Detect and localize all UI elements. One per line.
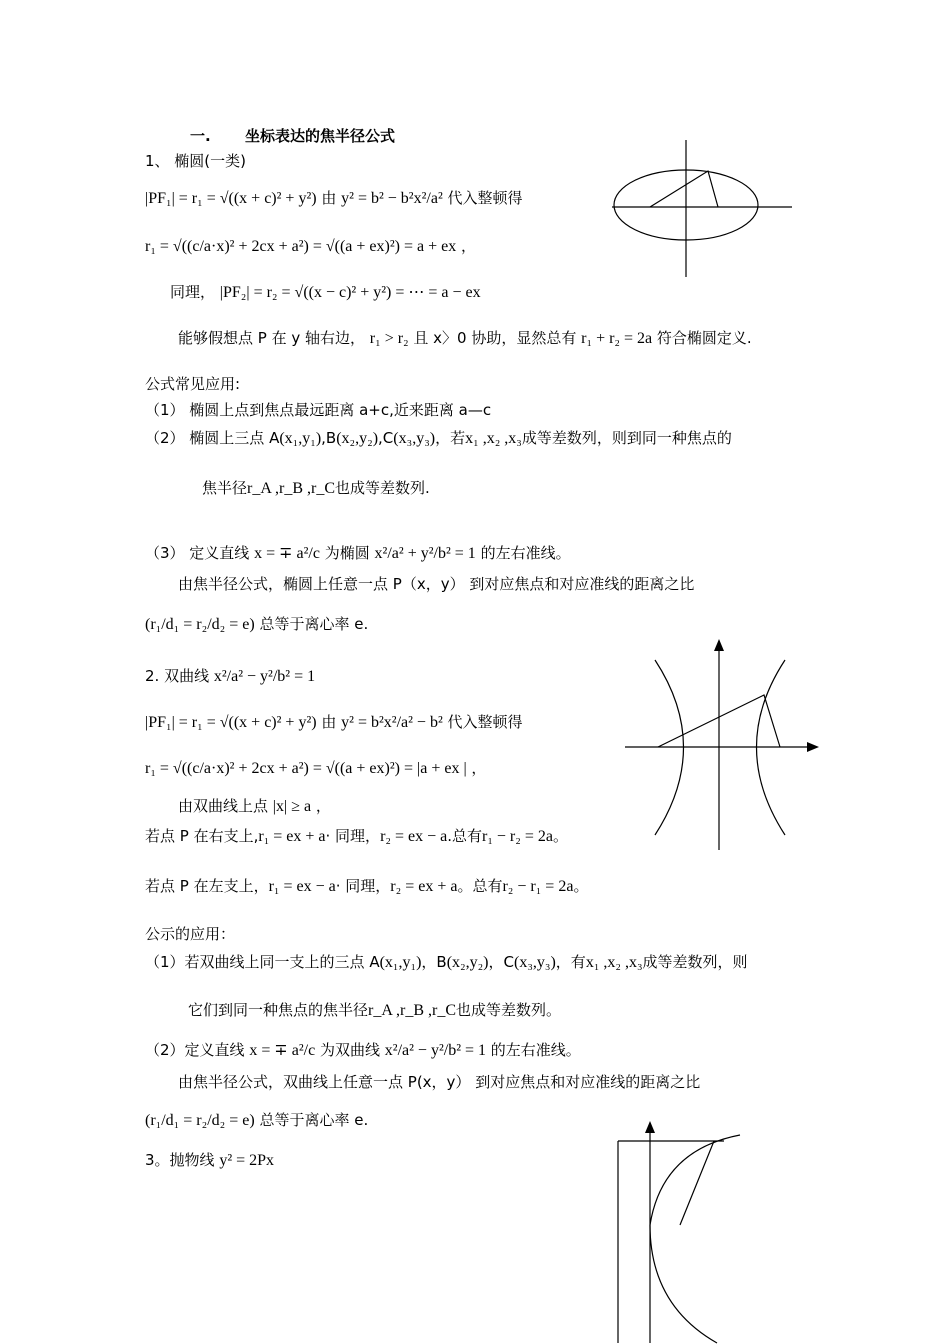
r1-formula: r₁ = ex + a [258,828,326,845]
r1-plus-r2: r₁ + r₂ = 2a [581,330,653,347]
text: 若点 P 在左支上， [145,877,269,895]
text: 总等于离心率 e. [259,1111,369,1129]
r-values: r_A ,r_B ,r_C [368,1002,457,1019]
point-a: (x₁,y₁) [279,430,322,447]
text: （2） 椭圆上三点 A [145,429,280,447]
hyperbola-app-1b [188,1000,561,1021]
text: 总等于离心率 e. [259,615,369,633]
r-difference: r₂ − r₁ = 2a [502,878,574,895]
ellipse-figure [600,135,800,280]
hyperbola-heading [145,666,315,687]
hyperbola-line-2 [145,758,486,779]
x-values: x₁ ,x₂ ,x₃ [465,430,522,447]
text: 为椭圆 [324,544,370,562]
x-values: x₁ ,x₂ ,x₃ [585,954,643,971]
ellipse-app-2b [202,478,430,499]
ellipse-ratio-text: 由焦半径公式，椭圆上任意一点 P（x，y） 到对应焦点和对应准线的距离之比 [178,575,695,593]
ellipse-heading: 1、 椭圆(一类) [145,152,247,170]
text: 由 [321,189,337,207]
section-number: 一. [190,127,211,145]
text: · 同理， [335,877,391,895]
point-a: (x₁,y₁) [379,954,422,971]
r2-formula: r₂ = ex − a [380,828,448,845]
ellipse-line-2 [145,236,476,257]
text: 2. 双曲线 [145,667,210,685]
point-c: (x₃,y₃) [393,430,436,447]
text: · 同理， [325,827,381,845]
y2-formula: y² = b² − b²x²/a² [341,190,443,207]
y2-formula: y² = b²x²/a² − b² [341,714,443,731]
text: （1）若双曲线上同一支上的三点 A [145,953,380,971]
text: 由双曲线上点 [178,797,269,815]
point-b: (x₂,y₂) [336,430,379,447]
hyperbola-left-branch [145,876,588,897]
text: 成等差数列，则 [642,953,748,971]
ellipse-app-1: （1） 椭圆上点到焦点最远距离 a+c,近来距离 a—c [145,401,492,419]
text: 也成等差数列. [335,479,430,497]
text: 能够假想点 P 在 y 轴右边， [178,329,365,347]
text: 也成等差数列。 [456,1001,562,1019]
pf1-formula: |PF₁| = r₁ = √((x + c)² + y²) [145,190,317,207]
text: 同理， [170,283,216,301]
r-values: r_A ,r_B ,r_C [247,480,336,497]
r1-gt-r2: r₁ > r₂ [369,330,409,347]
text: 符合椭圆定义. [656,329,752,347]
hyperbola-apps-heading: 公示的应用： [145,925,236,943]
text: 若点 P 在右支上, [145,827,259,845]
hyperbola-line-1 [145,712,523,733]
text: ， [315,797,331,815]
text: ，C [488,953,514,971]
ratio-formula: (r₁/d₁ = r₂/d₂ = e) [145,616,255,633]
r1-formula: r₁ = ex − a [268,878,336,895]
text: ， [461,237,477,255]
ratio-formula: (r₁/d₁ = r₂/d₂ = e) [145,1112,255,1129]
parabola-heading [145,1150,274,1171]
directrix-formula: x = ∓ a²/c [254,545,320,562]
text: 且 x〉0 协助，显然总有 [413,329,577,347]
text: ,C [378,429,394,447]
parabola-equation: y² = 2Px [219,1152,275,1169]
text: 3。抛物线 [145,1151,215,1169]
text: ， [471,759,487,777]
text: ，有 [555,953,586,971]
ellipse-line-1 [145,188,523,209]
ellipse-app-2 [145,428,732,449]
abs-x-ge-a: |x| ≥ a [272,798,312,815]
text: ，若 [435,429,466,447]
ellipse-apps-heading: 公式常见应用: [145,375,241,393]
ellipse-line-3 [170,282,481,303]
r-difference: r₁ − r₂ = 2a [482,828,553,845]
text: 焦半径 [202,479,248,497]
text: 。 [573,877,589,895]
text: ,B [321,429,337,447]
ellipse-line-4 [178,328,752,349]
hyperbola-right-branch [145,826,568,847]
point-b: (x₂,y₂) [446,954,489,971]
section-title: 坐标表达的焦半径公式 [245,127,396,145]
hyperbola-app-2 [145,1040,581,1061]
text: 代入整顿得 [447,713,523,731]
text: 的左右准线。 [480,544,571,562]
point-c: (x₃,y₃) [513,954,556,971]
text: 的左右准线。 [490,1041,581,1059]
pf2-formula: |PF₂| = r₂ = √((x − c)² + y²) = ⋯ = a − ex [219,284,481,301]
hyperbola-app-1 [145,952,748,973]
text: 。总有 [457,877,503,895]
hyperbola-line-3 [178,796,331,817]
text: 它们到同一种焦点的焦半径 [188,1001,369,1019]
r1-derivation: r₁ = √((c/a·x)² + 2cx + a²) = √((a + ex)²) = |a + ex | [145,760,467,777]
hyperbola-ratio-text: 由焦半径公式，双曲线上任意一点 P(x，y） 到对应焦点和对应准线的距离之比 [178,1073,701,1091]
parabola-figure [612,1115,747,1344]
text: 成等差数列，则到同一种焦点的 [521,429,732,447]
hyperbola-ratio-line [145,1110,368,1131]
hyperbola-figure [620,635,825,853]
r1-derivation: r₁ = √((c/a·x)² + 2cx + a²) = √((a + ex)²) = a + ex [145,238,457,255]
ellipse-ratio-line [145,614,368,635]
ellipse-app-3 [145,543,571,564]
hyperbola-equation: x²/a² − y²/b² = 1 [213,668,316,685]
text: 。 [552,827,568,845]
text: 代入整顿得 [447,189,523,207]
text: .总有 [447,827,482,845]
text: ，B [421,953,447,971]
hyperbola-equation: x²/a² − y²/b² = 1 [384,1042,487,1059]
pf1-formula: |PF₁| = r₁ = √((x + c)² + y²) [145,714,317,731]
text: （3） 定义直线 [145,544,250,562]
text: 为双曲线 [319,1041,380,1059]
r2-formula: r₂ = ex + a [390,878,458,895]
directrix-formula: x = ∓ a²/c [249,1042,316,1059]
ellipse-equation: x²/a² + y²/b² = 1 [374,545,476,562]
text: 由 [321,713,337,731]
text: （2）定义直线 [145,1041,245,1059]
